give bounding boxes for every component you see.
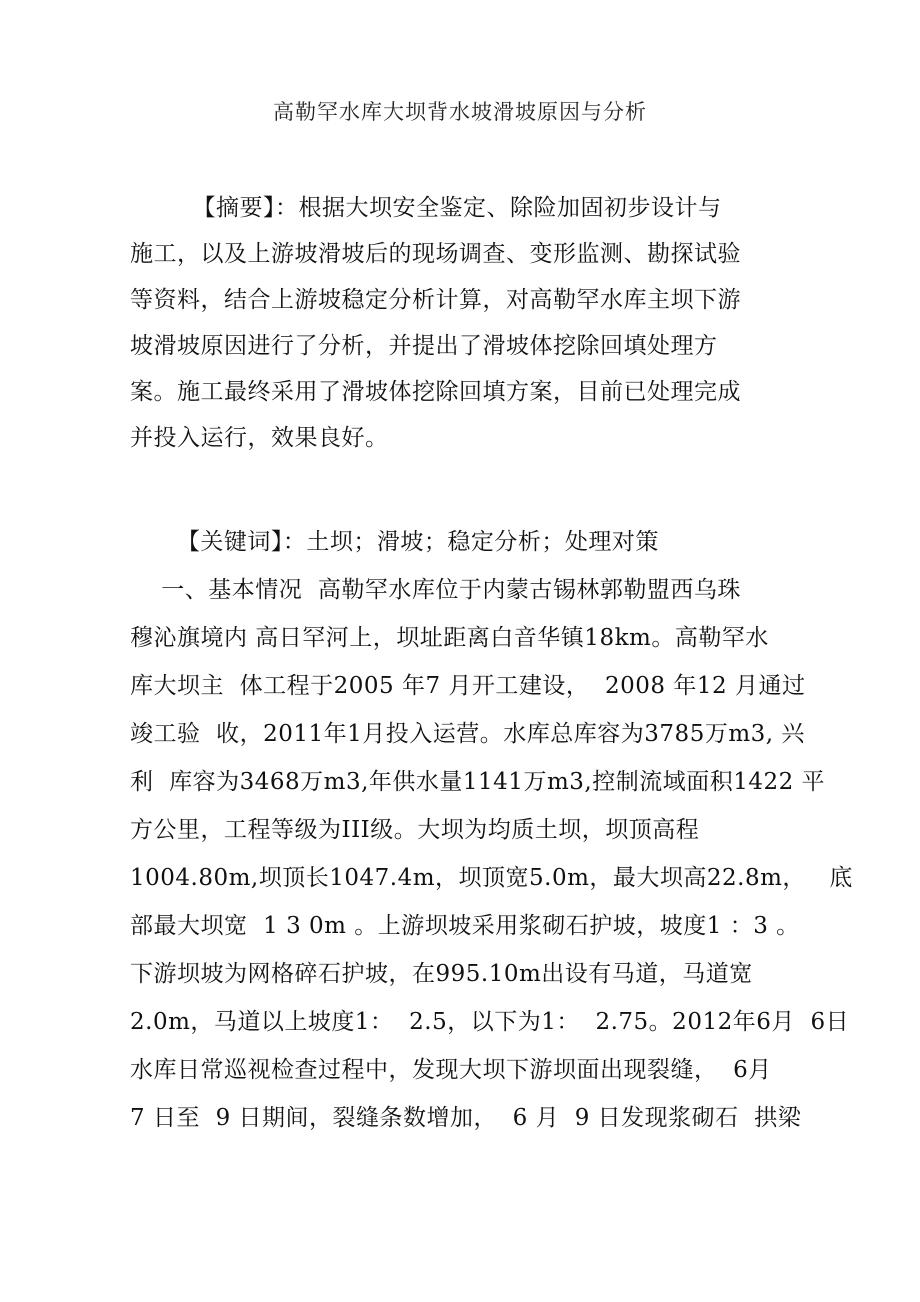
body-line: 7 日至 9 日期间，裂缝条数增加， 6 月 9 日发现浆砌石 拱梁 [130, 1105, 802, 1131]
abstract-line: 【摘要】：根据大坝安全鉴定、除险加固初步设计与 [130, 195, 722, 221]
abstract-line: 坡滑坡原因进行了分析，并提出了滑坡体挖除回填处理方 [130, 333, 718, 359]
body-line: 下游坝坡为网格碎石护坡，在995.10m出设有马道，马道宽 [130, 961, 753, 987]
abstract-line: 案。施工最终采用了滑坡体挖除回填方案，目前已处理完成 [130, 379, 741, 405]
body-line: 一、基本情况 高勒罕水库位于内蒙古锡林郭勒盟西乌珠 [130, 577, 741, 603]
body-line: 库大坝主 体工程于2005 年7 月开工建设， 2008 年12 月通过 [130, 673, 806, 699]
abstract-line: 施工，以及上游坡滑坡后的现场调查、变形监测、勘探试验 [130, 241, 741, 267]
body-line: 水库日常巡视检查过程中，发现大坝下游坝面出现裂缝， 6月 [130, 1057, 772, 1083]
abstract-line: 等资料，结合上游坡稳定分析计算，对高勒罕水库主坝下游 [130, 287, 741, 313]
body-line: 竣工验 收，2011年1月投入运营。水库总库容为3785万m3, 兴 [130, 721, 805, 747]
abstract-line: 并投入运行，效果良好。 [130, 425, 389, 451]
document-title: 高勒罕水库大坝背水坡滑坡原因与分析 [273, 100, 647, 124]
body-line: 方公里，工程等级为III级。大坝为均质土坝，坝顶高程 [130, 817, 700, 843]
body-line: 利 库容为3468万m3,年供水量1141万m3,控制流域面积1422 平 [130, 769, 826, 795]
body-line: 2.0m，马道以上坡度1： 2.5，以下为1： 2.75。2012年6月 6日 [130, 1009, 850, 1035]
keywords-line: 【关键词】：土坝；滑坡；稳定分析；处理对策 [130, 529, 659, 555]
body-line: 穆沁旗境内 高日罕河上，坝址距离白音华镇18km。高勒罕水 [130, 625, 769, 651]
body-line: 部最大坝宽 1 3 0m 。上游坝坡采用浆砌石护坡，坡度1 ：3 。 [130, 913, 800, 939]
body-line: 1004.80m,坝顶长1047.4m，坝顶宽5.0m，最大坝高22.8m， 底 [130, 865, 853, 891]
